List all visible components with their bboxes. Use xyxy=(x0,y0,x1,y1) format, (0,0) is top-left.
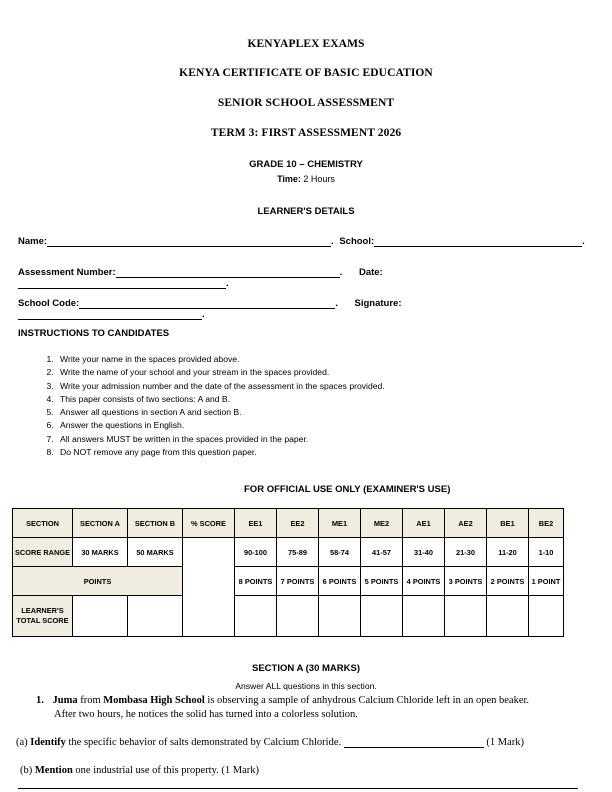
table-row xyxy=(13,538,564,567)
time-line xyxy=(0,174,612,184)
table-cell: 1-10 xyxy=(529,538,564,567)
official-use-title: FOR OFFICIAL USE ONLY (EXAMINER'S USE) xyxy=(244,484,451,495)
qb-answer-line[interactable] xyxy=(18,788,578,789)
table-cell: 31-40 xyxy=(403,538,445,567)
instruction-item: 5. Answer all questions in section A and section B. xyxy=(56,406,385,419)
term-title: TERM 3: FIRST ASSESSMENT 2026 xyxy=(210,127,402,139)
qa-marks: (1 Mark) xyxy=(483,737,525,748)
q1-text-line2: After two hours, he notices the solid has turned into a colorless solution. xyxy=(54,709,358,720)
time-label: Time: xyxy=(277,174,301,184)
table-cell: 21-30 xyxy=(445,538,487,567)
ee2-total-cell[interactable] xyxy=(277,596,319,637)
question-1a xyxy=(16,736,524,748)
qa-verb: Identify xyxy=(30,737,66,748)
school-code-field[interactable] xyxy=(79,298,335,309)
table-cell: 4 POINTS xyxy=(403,567,445,596)
section-a-total-cell[interactable] xyxy=(73,596,128,637)
assessment-number-label: Assessment Number: xyxy=(18,267,116,278)
time-value: 2 Hours xyxy=(303,174,335,184)
learner-total-line1: LEARNER'S xyxy=(21,606,64,615)
score-table xyxy=(12,508,564,637)
ae1-total-cell[interactable] xyxy=(403,596,445,637)
name-school-row: Name: . School: . xyxy=(18,236,585,247)
qa-answer-line[interactable] xyxy=(344,736,484,748)
percent-score-cell[interactable] xyxy=(183,538,235,637)
table-header: % SCORE xyxy=(183,509,235,538)
question-number: 1. xyxy=(36,695,44,706)
be2-total-cell[interactable] xyxy=(529,596,564,637)
instructions-title: INSTRUCTIONS TO CANDIDATES xyxy=(18,328,170,339)
assessment-date-row: Assessment Number: . Date:. xyxy=(18,267,383,289)
table-cell: 58-74 xyxy=(319,538,361,567)
table-row xyxy=(13,509,564,538)
instruction-item: 2. Write the name of your school and your stream in the spaces provided. xyxy=(56,366,385,379)
question-1 xyxy=(36,694,606,722)
signature-label: Signature: xyxy=(354,298,402,309)
table-cell: 7 POINTS xyxy=(277,567,319,596)
q1-text: is observing a sample of anhydrous Calcium Chloride left in an open beaker. xyxy=(204,695,530,706)
score-range-label: SCORE RANGE xyxy=(13,538,73,567)
learner-details-heading: LEARNER'S DETAILS xyxy=(257,206,355,217)
signature-field[interactable] xyxy=(18,309,202,320)
name-label: Name: xyxy=(18,236,48,247)
name-field[interactable] xyxy=(47,236,331,247)
table-row xyxy=(13,596,564,637)
be1-total-cell[interactable] xyxy=(487,596,529,637)
instruction-item: 7. All answers MUST be written in the spaces provided in the paper. xyxy=(56,433,385,446)
learner-total-line2: TOTAL SCORE xyxy=(16,616,69,625)
school-label: School: xyxy=(339,236,375,247)
table-cell: 5 POINTS xyxy=(361,567,403,596)
table-header: ME1 xyxy=(319,509,361,538)
table-cell: 1 POINT xyxy=(529,567,564,596)
table-row xyxy=(13,567,564,596)
qb-prefix: (b) xyxy=(20,765,35,776)
table-cell: 30 MARKS xyxy=(73,538,128,567)
qb-verb: Mention xyxy=(34,765,73,776)
student-name: Juma xyxy=(52,695,78,706)
table-cell: 90-100 xyxy=(235,538,277,567)
table-cell: 50 MARKS xyxy=(128,538,183,567)
table-cell: 2 POINTS xyxy=(487,567,529,596)
qa-prefix: (a) xyxy=(16,737,31,748)
table-cell: 41-57 xyxy=(361,538,403,567)
instruction-item: 4. This paper consists of two sections: A and B. xyxy=(56,393,385,406)
table-header: AE1 xyxy=(403,509,445,538)
school-field[interactable] xyxy=(374,236,582,247)
grade-subject: GRADE 10 – CHEMISTRY xyxy=(249,159,363,170)
exam-provider: KENYAPLEX EXAMS xyxy=(247,38,365,50)
table-cell: 3 POINTS xyxy=(445,567,487,596)
learner-total-label xyxy=(13,596,73,637)
date-field[interactable] xyxy=(18,278,226,289)
instruction-item: 1. Write your name in the spaces provided above. xyxy=(56,353,385,366)
table-cell: 8 POINTS xyxy=(235,567,277,596)
table-header: AE2 xyxy=(445,509,487,538)
question-1b xyxy=(20,765,259,776)
qa-text: the specific behavior of salts demonstrated by Calcium Chloride. xyxy=(65,737,344,748)
school-code-label: School Code: xyxy=(18,298,80,309)
code-signature-row: School Code: . Signature:. xyxy=(18,298,402,320)
table-header: EE2 xyxy=(277,509,319,538)
assessment-title: SENIOR SCHOOL ASSESSMENT xyxy=(217,97,395,109)
table-cell: 75-89 xyxy=(277,538,319,567)
instruction-item: 8. Do NOT remove any page from this question paper. xyxy=(56,446,385,459)
instruction-item: 6. Answer the questions in English. xyxy=(56,419,385,432)
school-name: Mombasa High School xyxy=(103,695,205,706)
qb-text: one industrial use of this property. (1 Mark) xyxy=(72,765,260,776)
section-a-subtitle: Answer ALL questions in this section. xyxy=(235,681,377,691)
table-cell: 11-20 xyxy=(487,538,529,567)
me2-total-cell[interactable] xyxy=(361,596,403,637)
table-header: SECTION B xyxy=(128,509,183,538)
instructions-list xyxy=(36,353,385,459)
section-b-total-cell[interactable] xyxy=(128,596,183,637)
date-label: Date: xyxy=(358,267,383,278)
table-header: SECTION A xyxy=(73,509,128,538)
q1-from: from xyxy=(77,695,104,706)
table-header: BE2 xyxy=(529,509,564,538)
points-label: POINTS xyxy=(13,567,183,596)
certificate-title: KENYA CERTIFICATE OF BASIC EDUCATION xyxy=(179,67,433,79)
instruction-item: 3. Write your admission number and the date of the assessment in the spaces provided. xyxy=(56,380,385,393)
table-header: EE1 xyxy=(235,509,277,538)
table-cell: 6 POINTS xyxy=(319,567,361,596)
me1-total-cell[interactable] xyxy=(319,596,361,637)
ee1-total-cell[interactable] xyxy=(235,596,277,637)
table-header: ME2 xyxy=(361,509,403,538)
table-header: BE1 xyxy=(487,509,529,538)
ae2-total-cell[interactable] xyxy=(445,596,487,637)
table-header: SECTION xyxy=(13,509,73,538)
assessment-number-field[interactable] xyxy=(116,267,340,278)
section-a-title: SECTION A (30 MARKS) xyxy=(251,663,361,674)
